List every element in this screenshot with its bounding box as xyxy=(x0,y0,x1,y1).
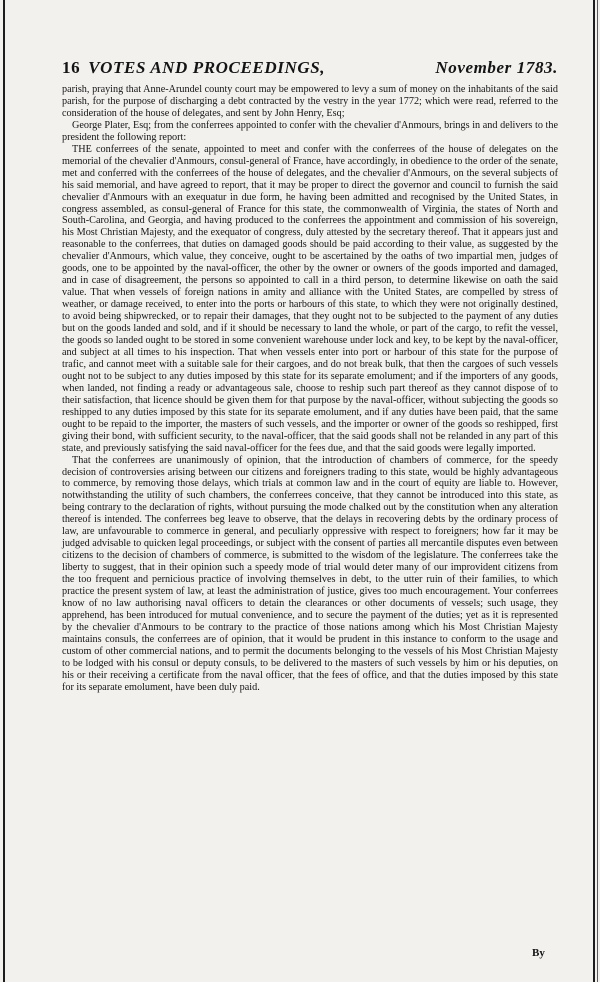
running-title: VOTES AND PROCEEDINGS, xyxy=(88,58,326,77)
left-border-rule xyxy=(3,0,5,982)
right-edge-shadow xyxy=(597,0,598,982)
running-header xyxy=(62,58,558,84)
page-number: 16 xyxy=(62,58,81,77)
paragraph-chambers-of-commerce: That the conferrees are unanimously of opinion, that the introduction of chambers of commerce, for the speedy decision of controversies arising between our citizens and foreigners trading to this state, would be highly advantageous to commerce, by removing those delays, which trials at common law and in the court of equity are liable to. However, notwithstanding the utility of such chambers, the conferrees conceive, that they cannot be introduced into this state, as being contrary to the declaration of rights, without pursuing the mode chalked out by the constitution when any alteration thereof is intended. The conferrees beg leave to observe, that the delays in recovering debts by the ordinary process of law, are unfavourable to commerce in general, and peculiarly oppressive with respect to foreigners; how far it may be judged advisable to quicken legal proceedings, or subject with the consent of parties all mercantile disputes even between citizens to the decision of chambers of commerce, is submitted to the wisdom of the legislature. The conferrees take the liberty to suggest, that in their opinion such a speedy mode of trial would deter many of our improvident citizens from the too frequent and pernicious practice of involving themselves in debt, to the utter ruin of their families, to which practice the present system of law, at least the administration of justice, gives too much encouragement. Your conferrees know of no law authorising naval officers to detain the clearances or other documents of vessels; such usage, they apprehend, has been introduced for mutual convenience, and to secure the payment of the duties; yet as it is represented by the chevalier d'Anmours to be contrary to the practice of those nations among which his Most Christian Majesty maintains consuls, the conferrees are of opinion, that it would be prudent in this instance to conform to the usage and custom of other commercial nations, and to permit the documents belonging to the vessels of his Most Christian Majesty to be lodged with his consul or deputy consuls, to be delivered to the masters of such vessels by him or his deputies, on his or their receiving a certificate from the naval officer, that the fees of office, and that the duties imposed by this state for its separate emolument, have been duly paid. xyxy=(62,454,558,693)
paragraph-conferrees-report: THE conferrees of the senate, appointed to meet and confer with the conferrees of the house of delegates on the memorial of the chevalier d'Anmours, consul-general of France, have accordingly, in obedience to the order of the senate, met and conferred with the conferrees of the house of delegates, and the chevalier d'Anmours, on the several subjects of his said memorial, and have agreed to report, that it may be proper to direct the governor and council to furnish the said chevalier d'Anmours with an exequatur in due form, he having been admitted and recognised by the United States, in congress assembled, as consul-general of France for this state, the commonwealth of Virginia, the states of North and South-Carolina, and Georgia, and having produced to the conferrees the appointment and commission of his sovereign, his Most Christian Majesty, and the exequator of congress, duly attested by the secretary thereof. That it appears just and reasonable to the conferrees, that duties on damaged goods should be paid according to their value, as suggested by the chevalier d'Anmours, which value, they conceive, ought to be ascertained by the oaths of two impartial men, judges of goods, one to be appointed by the naval-officer, the other by the owner or owners of the goods imported and damaged, and in case of disagreement, the persons so appointed to call in a third person, to determine likewise on oath the said value. That when vessels of foreign nations in amity and alliance with the United States, are compelled by stress of weather, or damage received, to enter into the ports or harbours of this state, to which they were not originally destined, to avoid being shipwrecked, or to repair their damages, that they ought not to be subjected to the payment of any duties but on the goods landed and sold, and if it should be necessary to land the whole, or part of the cargo, to refit the vessel, the goods so landed ought to be stored in some convenient warehouse under lock and key, to be kept by the naval-officer, and subject at all times to his inspection. That when vessels enter into port or harbour of this state for the purpose of trafic, and cannot meet with a suitable sale for their cargoes, and do not break bulk, that then the cargoes of such vessels ought not to be subject to any duties imposed by this state for its separate emolument; and if the importers of any goods, when landed, not finding a ready or advantageous sale, choose to reship such part thereof as they cannot dispose of to their satisfaction, that licence should be given them for that purpose by the naval-officer, without subjecting the goods so reshipped to any duties imposed by this state for its separate emolument, and if any duties have been paid, that the same ought to be repaid to the importer, the masters of such vessels, and the importer or owner of the goods so reshipped, first giving their bond, with sufficient security, to the naval-officer, that the said goods shall not be relanded in any part of this state, and previously satisfying the said naval-officer for the fees due, and that the said goods were legally imported. xyxy=(62,143,558,454)
header-date: November 1783. xyxy=(435,58,558,77)
paragraph-plater-report: George Plater, Esq; from the conferrees appointed to confer with the chevalier d'Anmours, brings in and delivers to the president the following report: xyxy=(62,119,558,143)
catchword: By xyxy=(532,947,545,959)
right-border-rule xyxy=(593,0,595,982)
text-block xyxy=(62,58,558,694)
paragraph-parish-petition: parish, praying that Anne-Arundel county court may be empowered to levy a sum of money on the inhabitants of the said parish, for the purpose of discharging a debt contracted by the vestry in the year 1772; which were read, referred to the consideration of the house of delegates, and sent by John Henry, Esq; xyxy=(62,84,558,119)
